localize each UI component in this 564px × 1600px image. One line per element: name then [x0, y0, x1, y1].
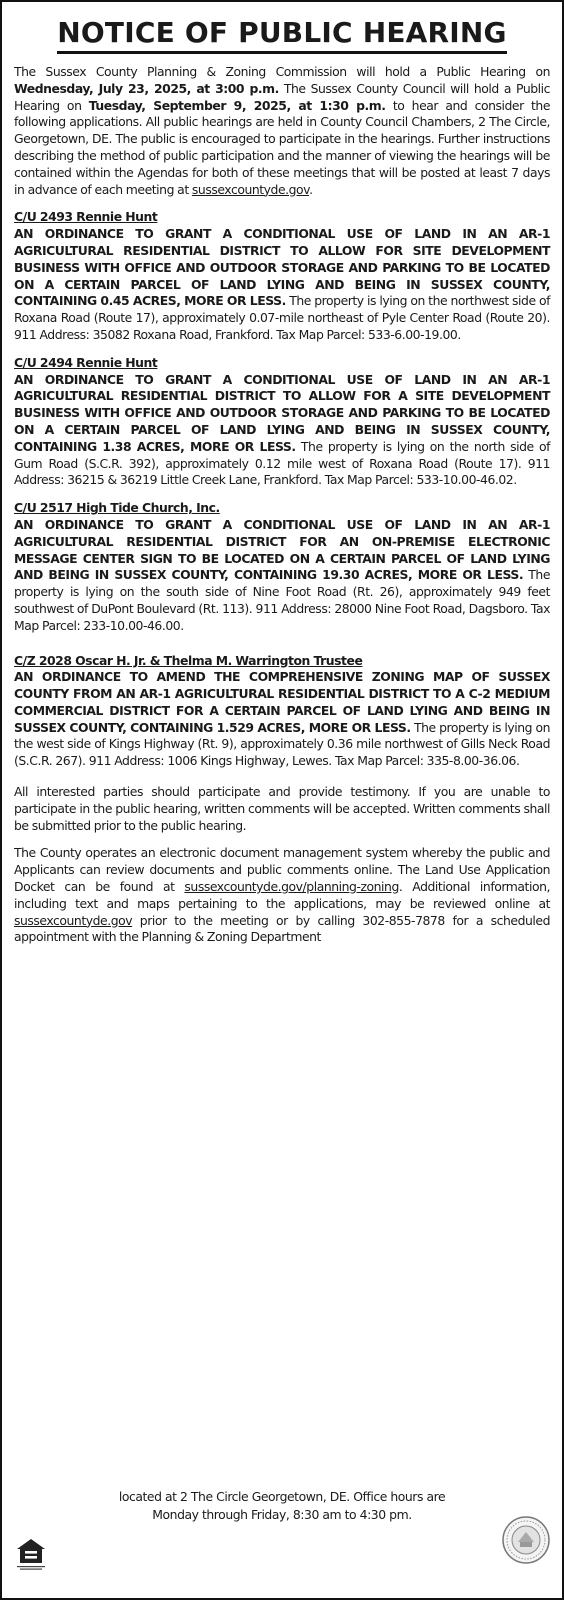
intro-paragraph: The Sussex County Planning & Zoning Commission will hold a Public Hearing on Wednesday, July 23, 2025, at 3:00 p.m. The Sussex County Council will hold a Public Hearing on Tuesday, September 9, 2025, at 1:30 p.m. to hear and consider the following applications. All public hearings are held in County Council Chambers, 2 The Circle, Georgetown, DE. The public is encouraged to participate in the hearings. Further instructions describing the method of public participation and the manner of viewing the hearings will be contained within the Agendas for both of these meetings that will be posted at least 7 days in advance of each meeting at sussexcountyde.gov.: [14, 64, 550, 197]
ordinance-text: AN ORDINANCE TO AMEND THE COMPREHENSIVE ZONING MAP OF SUSSEX COUNTY FROM AN AR-1 AGRICULTURAL RESIDENTIAL DISTRICT TO A C-2 MEDIUM COMMERCIAL DISTRICT FOR A CERTAIN PARCEL OF LAND LYING AND BEING IN SUSSEX COUNTY, CONTAINING 1.529 ACRES, MORE OR LESS.: [14, 669, 550, 735]
property-details: The property is lying on the north side of Gum Road (S.C.R. 392), approximately 0.12 mile west of Roxana Road (Route 17). 911 Address: 36215 & 36219 Little Creek Lane, Frankford. Tax Map Parcel: 533-10.00-46.02.: [14, 438, 551, 488]
property-details: The property is lying on the northwest side of Roxana Road (Route 17), approximately 0.07-mile northeast of Pyle Center Road (Route 20). 911 Address: 35082 Roxana Road, Frankford. Tax Map Parcel: 533-6.00-19.00.: [14, 293, 551, 342]
pz-hearing-date: Wednesday, July 23, 2025, at 3:00 p.m.: [14, 80, 279, 96]
application-heading: C/U 2493 Rennie Hunt: [14, 209, 158, 225]
ordinance-text: AN ORDINANCE TO GRANT A CONDITIONAL USE OF LAND IN AN AR-1 AGRICULTURAL RESIDENTIAL DISTRICT FOR AN ON-PREMISE ELECTRONIC MESSAGE CENTER SIGN TO BE LOCATED ON A CERTAIN PARCEL OF LAND LYING AND BEING IN SUSSEX COUNTY, CONTAINING 19.30 ACRES, MORE OR LESS.: [14, 516, 550, 583]
ordinance-text: AN ORDINANCE TO GRANT A CONDITIONAL USE OF LAND IN AN AR-1 AGRICULTURAL RESIDENTIAL DISTRICT TO ALLOW FOR SITE DEVELOPMENT BUSINESS WITH OFFICE AND OUTDOOR STORAGE AND PARKING TO BE LOCATED ON A CERTAIN PARCEL OF LAND LYING AND BEING IN SUSSEX COUNTY, CONTAINING 0.45 ACRES, MORE OR LESS.: [14, 226, 550, 309]
county-seal-icon: [502, 1516, 550, 1564]
application-cu-2493: [14, 209, 550, 343]
application-heading: C/Z 2028 Oscar H. Jr. & Thelma M. Warrington Trustee: [14, 652, 363, 668]
county-website-link[interactable]: sussexcountyde.gov: [191, 181, 310, 197]
office-hours-line-2: Monday through Friday, 8:30 am to 4:30 pm.: [152, 1506, 412, 1522]
ordinance-text: AN ORDINANCE TO GRANT A CONDITIONAL USE OF LAND IN AN AR-1 AGRICULTURAL RESIDENTIAL DISTRICT TO ALLOW FOR A SITE DEVELOPMENT BUSINESS WITH OFFICE AND OUTDOOR STORAGE AND PARKING TO BE LOCATED ON A CERTAIN PARCEL OF LAND LYING AND BEING IN SUSSEX COUNTY, CONTAINING 1.38 ACRES, MORE OR LESS.: [14, 371, 550, 454]
council-hearing-date: Tuesday, September 9, 2025, at 1:30 p.m.: [88, 97, 386, 113]
application-cu-2494: [14, 355, 550, 489]
application-heading: C/U 2494 Rennie Hunt: [14, 354, 158, 370]
county-website-link[interactable]: sussexcountyde.gov: [14, 912, 133, 928]
notice-title: NOTICE OF PUBLIC HEARING: [14, 16, 550, 54]
footer: [2, 1488, 562, 1588]
property-details: The property is lying on the west side of Kings Highway (Rt. 9), approximately 0.36 mile northwest of Gills Neck Road (S.C.R. 267). 911 Address: 1006 Kings Highway, Lewes. Tax Map Parcel: 335-8.00-36.06.: [14, 719, 550, 769]
application-heading: C/U 2517 High Tide Church, Inc.: [14, 500, 220, 516]
application-cz-2028: [14, 653, 550, 771]
property-details: The property is lying on the south side of Nine Foot Road (Rt. 26), approximately 949 feet southwest of DuPont Boulevard (Rt. 113). 911 Address: 28000 Nine Foot Road, Dagsboro. Tax Map Parcel: 233-10.00-46.00.: [14, 567, 550, 633]
planning-zoning-link[interactable]: sussexcountyde.gov/planning-zoning: [184, 879, 399, 895]
equal-housing-opportunity-icon: [14, 1536, 48, 1572]
application-cu-2517: [14, 500, 550, 634]
office-hours-line-1: located at 2 The Circle Georgetown, DE. Office hours are: [118, 1489, 446, 1504]
testimony-paragraph: All interested parties should participate and provide testimony. If you are unable to participate in the public hearing, written comments will be accepted. Written comments shall be submitted prior to the public hearing.: [14, 784, 550, 833]
documents-paragraph: The County operates an electronic document management system whereby the public and Applicants can review documents and public comments online. The Land Use Application Docket can be found at sussexcountyde.gov/planning-zoning. Additional information, including text and maps pertaining to the applications, may be reviewed online at sussexcountyde.gov prior to the meeting or by calling 302-855-7878 for a scheduled appointment with the Planning & Zoning Department: [14, 845, 550, 945]
